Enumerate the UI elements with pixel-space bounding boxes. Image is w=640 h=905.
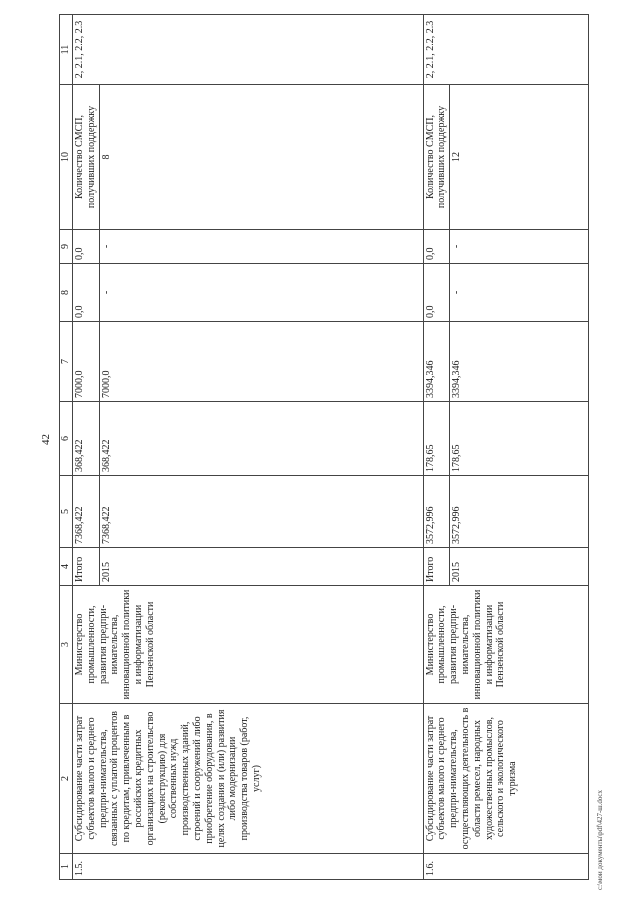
total-value: 0,0 — [423, 264, 450, 322]
total-label: Итого — [73, 548, 100, 586]
total-value: 3394,346 — [423, 322, 450, 402]
year-value: - — [99, 230, 423, 264]
column-number: 7 — [60, 322, 73, 402]
table-row — [73, 15, 100, 880]
column-number: 1 — [60, 854, 73, 880]
year: 2015 — [99, 548, 423, 586]
year-value: 3572,996 — [450, 476, 589, 548]
total-value: 0,0 — [73, 264, 100, 322]
year-value: 178,65 — [450, 402, 589, 476]
column-number-row — [60, 15, 73, 880]
total-value: 0,0 — [423, 230, 450, 264]
links: 2, 2.1, 2.2, 2.3 — [73, 15, 424, 85]
measure-name: Субсидирование части затрат субъектов малого и среднего предпри-нимательства, осуществляющих деятельность в области ремесел, народных художественных промыслов, сельского и экологического туризма — [423, 704, 588, 854]
executor: Министерство промышленности, развития предпри-нимательства, инновационной политики и информатизации Пензенской области — [73, 586, 424, 704]
column-number: 10 — [60, 85, 73, 230]
total-value: 368,422 — [73, 402, 100, 476]
executor: Министерство промышленности, развития предпри-нимательства, инновационной политики и информатизации Пензенской области — [423, 586, 588, 704]
year-value: 368,422 — [99, 402, 423, 476]
column-number: 3 — [60, 586, 73, 704]
total-label: Итого — [423, 548, 450, 586]
table-row — [423, 15, 450, 880]
column-number: 4 — [60, 548, 73, 586]
year: 2015 — [450, 548, 589, 586]
indicator-name: Количество СМСП, получивших поддержку — [423, 85, 450, 230]
column-number: 2 — [60, 704, 73, 854]
column-number: 11 — [60, 15, 73, 85]
links: 2, 2.1, 2.2, 2.3 — [423, 15, 588, 85]
total-value: 7368,422 — [73, 476, 100, 548]
total-value: 3572,996 — [423, 476, 450, 548]
indicator-name: Количество СМСП, получивших поддержку — [73, 85, 100, 230]
total-value: 178,65 — [423, 402, 450, 476]
program-table — [59, 15, 589, 880]
row-number: 1.6. — [423, 854, 588, 880]
year-value: 7000,0 — [99, 322, 423, 402]
year-value: 3394,346 — [450, 322, 589, 402]
indicator-value: 8 — [99, 85, 423, 230]
year-value: - — [450, 230, 589, 264]
year-value: 7368,422 — [99, 476, 423, 548]
column-number: 6 — [60, 402, 73, 476]
file-path-footer: c:\мои документы\pdf\427-ш.docx — [596, 789, 604, 890]
column-number: 5 — [60, 476, 73, 548]
total-value: 0,0 — [73, 230, 100, 264]
column-number: 8 — [60, 264, 73, 322]
indicator-value: 12 — [450, 85, 589, 230]
year-value: - — [450, 264, 589, 322]
year-value: - — [99, 264, 423, 322]
column-number: 9 — [60, 230, 73, 264]
row-number: 1.5. — [73, 854, 424, 880]
page-number: 42 — [40, 434, 52, 445]
measure-name: Субсидирование части затрат субъектов малого и среднего предпри-нимательства, связанных с уплатой процентов по кредитам, привлеченным в российских кредитных организациях на строительство (реконструкцию) для собственных нужд производственных зданий, строений и сооружений либо приобретение оборудования, в целях создания и (или) развития либо модернизации производства товаров (работ, услуг) — [73, 704, 424, 854]
total-value: 7000,0 — [73, 322, 100, 402]
